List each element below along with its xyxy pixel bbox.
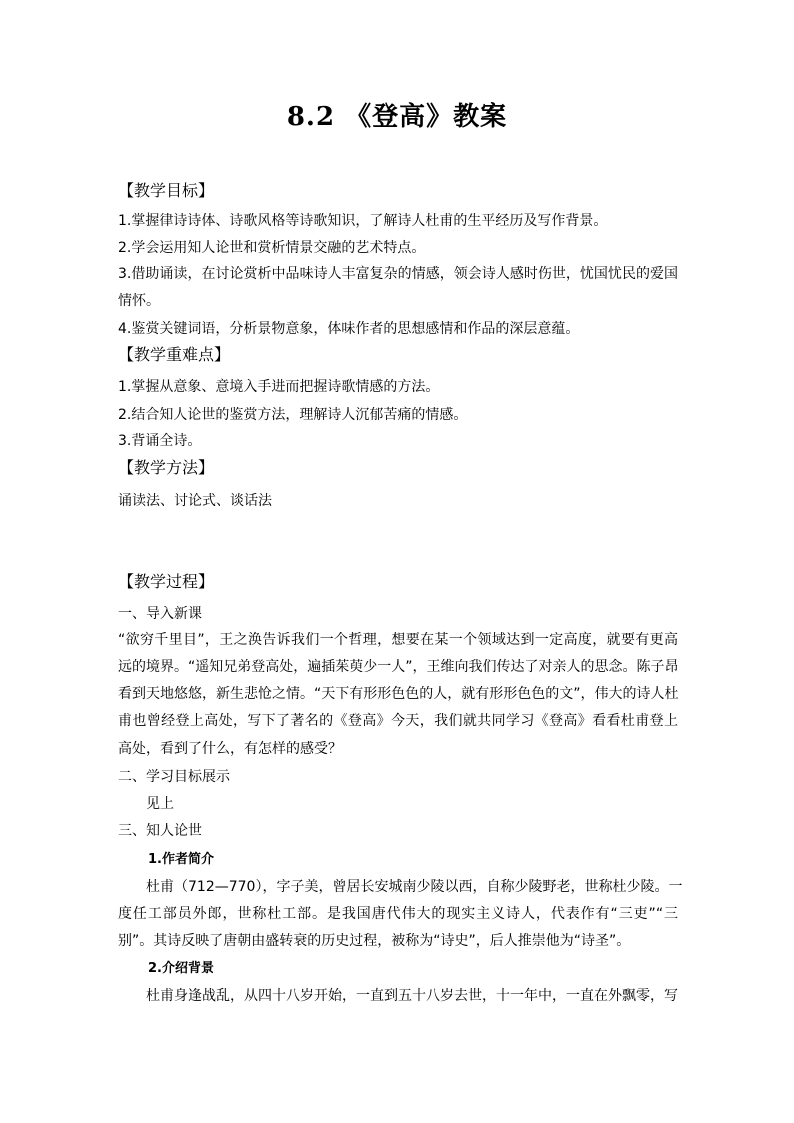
intro-line-1: “欲穷千里目”，王之涣告诉我们一个哲理，想要在某一个领域达到一定高度，就要有更高 [118,632,678,648]
objective-item-3-cont: 情怀。 [118,293,160,309]
objective-item-2: 2.学会运用知人论世和赏析情景交融的艺术特点。 [118,240,426,256]
intro-line-5: 高处，看到了什么，有怎样的感受？ [118,741,342,757]
section-2-text: 见上 [146,796,174,812]
methods-text: 诵读法、讨论式、谈话法 [118,493,272,509]
background-title: 2.介绍背景 [148,961,214,976]
background-line-1: 杜甫身逢战乱，从四十八岁开始，一直到五十八岁去世，十一年中，一直在外飘零，写 [146,988,678,1004]
author-line-2: 度任工部员外郎，世称杜工部。是我国唐代伟大的现实主义诗人，代表作有“三吏”“三 [118,906,678,922]
key-point-item-3: 3.背诵全诗。 [118,433,202,449]
objectives-heading: 【教学目标】 [118,181,215,200]
intro-line-4: 甫也曾经登上高处，写下了著名的《登高》今天，我们就共同学习《登高》看看杜甫登上 [118,713,678,729]
objective-item-4: 4.鉴赏关键词语，分析景物意象，体味作者的思想感情和作品的深层意蕴。 [118,321,580,337]
objective-item-3: 3.借助诵读，在讨论赏析中品味诗人丰富复杂的情感，领会诗人感时伤世，忧国忧民的爱国 [118,266,678,282]
key-points-heading: 【教学重难点】 [118,345,231,364]
objective-item-1: 1.掌握律诗诗体、诗歌风格等诗歌知识，了解诗人杜甫的生平经历及写作背景。 [118,213,608,229]
section-2-title: 二、学习目标展示 [118,769,230,785]
process-heading: 【教学过程】 [118,572,215,591]
author-intro-title: 1.作者简介 [148,852,214,867]
intro-line-3: 看到天地悠悠，新生悲怆之情。“天下有形形色色的人，就有形形色色的文”，伟大的诗人杜 [118,686,679,702]
author-line-1: 杜甫（712—770），字子美，曾居长安城南少陵以西，自称少陵野老，世称杜少陵。一 [146,879,683,895]
section-3-title: 三、知人论世 [118,823,202,839]
document-title: 8.2 《登高》教案 [286,102,508,132]
section-1-title: 一、导入新课 [118,606,202,622]
intro-line-2: 远的境界。“遥知兄弟登高处，遍插茱萸少一人”，王维向我们传达了对亲人的思念。陈子昂 [118,659,679,675]
key-point-item-2: 2.结合知人论世的鉴赏方法，理解诗人沉郁苦痛的情感。 [118,407,468,423]
author-line-3: 别”。其诗反映了唐朝由盛转衰的历史过程，被称为“诗史”，后人推崇他为“诗圣”。 [118,933,631,949]
methods-heading: 【教学方法】 [118,458,215,477]
key-point-item-1: 1.掌握从意象、意境入手进而把握诗歌情感的方法。 [118,379,440,395]
